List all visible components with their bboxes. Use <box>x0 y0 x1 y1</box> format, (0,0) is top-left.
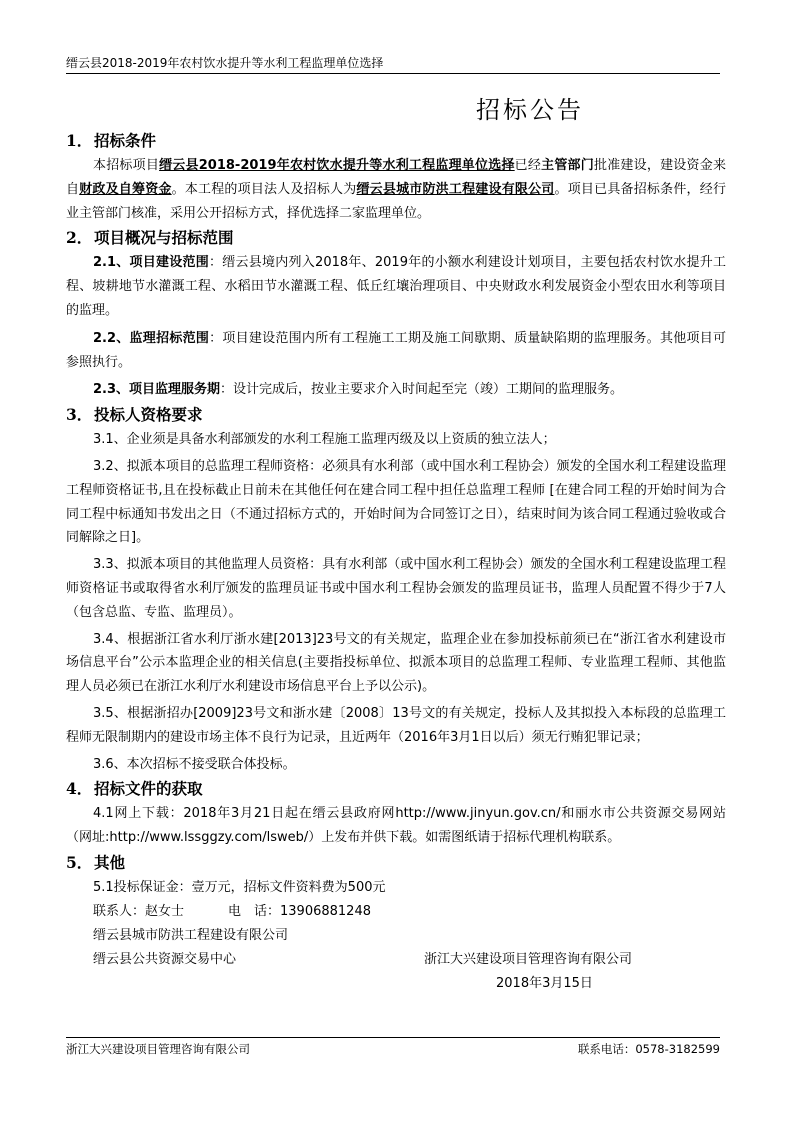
org-trading-center: 缙云县公共资源交易中心 <box>93 951 237 967</box>
contact-person: 联系人：赵女士 <box>93 903 185 919</box>
org-tenderer: 缙云县城市防洪工程建设有限公司 <box>93 927 289 943</box>
section-1-paragraph: 本招标项目缙云县2018-2019年农村饮水提升等水利工程监理单位选择已经主管部门批准建设，建设资金来自财政及自筹资金。本工程的项目法人及招标人为缙云县城市防洪工程建设有限公司。项目已具备招标条件，经行业主管部门核准，采用公开招标方式，择优选择二家监理单位。 <box>66 158 726 221</box>
section-3-heading: 3． 投标人资格要求 <box>66 405 203 425</box>
org-row <box>66 948 726 972</box>
project-name: 缙云县2018-2019年农村饮水提升等水利工程监理单位选择 <box>159 158 515 173</box>
page-header: 缙云县2018-2019年农村饮水提升等水利工程监理单位选择 <box>66 55 720 74</box>
document-body <box>66 128 726 996</box>
section-4-heading: 4． 招标文件的获取 <box>66 779 203 799</box>
section-5-heading: 5． 其他 <box>66 852 126 872</box>
section-3-3: 3.3、拟派本项目的其他监理人员资格：具有水利部（或中国水利工程协会）颁发的全国水利工程建设监理工程师资格证书或取得省水利厅颁发的监理员证书或中国水利工程协会颁发的监理员证书，监理人员配置不得少于7人（包含总监、专监、监理员）。 <box>66 557 726 620</box>
section-3-5: 3.5、根据浙招办[2009]23号文和浙水建〔2008〕13号文的有关规定，投标人及其拟投入本标段的总监理工程师无限制期内的建设市场主体不良行为记录，且近两年（2016年3月1日以后）须无行贿犯罪记录； <box>66 705 726 745</box>
section-2-heading: 2． 项目概况与招标范围 <box>66 228 234 248</box>
section-3-4: 3.4、根据浙江省水利厅浙水建[2013]23号文的有关规定，监理企业在参加投标前须已在“浙江省水利建设市场信息平台”公示本监理企业的相关信息(主要指投标单位、拟派本项目的总监理工程师、专业监理工程师、其他监理人员必须已在浙江水利厅水利建设市场信息平台上予以公示)。 <box>66 631 726 695</box>
footer-company: 浙江大兴建设项目管理咨询有限公司 <box>66 1042 250 1056</box>
section-2-3: 2.3、项目监理服务期：设计完成后，按业主要求介入时间起至完（竣）工期间的监理服务。 <box>93 382 624 398</box>
section-3-1: 3.1、企业须是具备水利部颁发的水利工程施工监理丙级及以上资质的独立法人； <box>93 432 556 448</box>
section-2-2: 2.2、监理招标范围：项目建设范围内所有工程施工工期及施工间歇期、质量缺陷期的监理服务。其他项目可参照执行。 <box>66 330 726 370</box>
issue-date: 2018年3月15日 <box>496 975 593 991</box>
deposit-line: 5.1投标保证金：壹万元，招标文件资料费为500元 <box>93 879 386 895</box>
document-title: 招标公告 <box>476 96 584 124</box>
page-footer <box>66 1037 720 1060</box>
contact-line <box>66 900 726 924</box>
section-3-6: 3.6、本次招标不接受联合体投标。 <box>93 756 296 772</box>
section-2-1: 2.1、项目建设范围：缙云县境内列入2018年、2019年的小额水利建设计划项目，主要包括农村饮水提升工程、坡耕地节水灌溉工程、水稻田节水灌溉工程、低丘红壤治理项目、中央财政水利发展资金小型农田水利等项目的监理。 <box>66 255 727 318</box>
contact-phone: 电 话：13906881248 <box>228 903 371 919</box>
footer-phone: 联系电话：0578-3182599 <box>577 1042 720 1056</box>
section-1-heading: 1． 招标条件 <box>66 131 157 150</box>
funding-source: 财政及自筹资金 <box>79 181 172 197</box>
section-3-2: 3.2、拟派本项目的总监理工程师资格：必须具有水利部（或中国水利工程协会）颁发的全国水利工程建设监理工程师资格证书,且在投标截止日前未在其他任何在建合同工程中担任总监理工程师 [在建合同工程的开始时间为合同工程中标通知书发出之日（不通过招标方式的，开始时间为合同签订之日），结束时间为该合同工程通过验收或合同解除之日]。 <box>66 458 726 546</box>
tenderer-name: 缙云县城市防洪工程建设有限公司 <box>356 181 555 197</box>
section-4-1: 4.1网上下载：2018年3月21日起在缙云县政府网http://www.jinyun.gov.cn/和丽水市公共资源交易网站（网址:http://www.lssggzy.com/lsweb/）上发布并供下载。如需图纸请于招标代理机构联系。 <box>66 806 726 846</box>
org-agency: 浙江大兴建设项目管理咨询有限公司 <box>424 951 633 967</box>
